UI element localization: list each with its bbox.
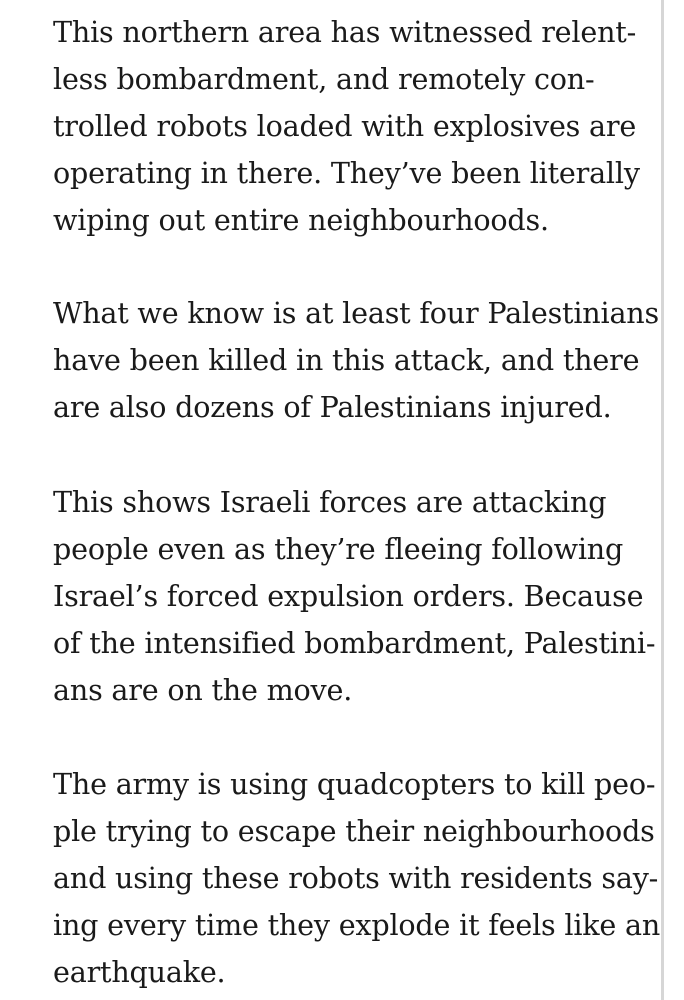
article-paragraph [53,290,659,431]
text-line: What we know is at least four Palestinians [53,296,659,330]
article-paragraph [53,9,640,244]
text-line: The army is using quadcopters to kill peo- [53,767,656,801]
page-border-rule [661,0,664,1000]
text-line: and using these robots with residents say- [53,861,659,895]
text-line: people even as they’re fleeing following [53,532,624,566]
text-line: operating in there. They’ve been literally [53,156,640,190]
text-line: ans are on the move. [53,673,353,707]
text-line: This northern area has witnessed relent- [53,15,637,49]
text-line: ing every time they explode it feels like an [53,908,661,942]
text-line: are also dozens of Palestinians injured. [53,390,612,424]
text-line: This shows Israeli forces are attacking [53,485,607,519]
text-line: have been killed in this attack, and there [53,343,640,377]
text-line: ple trying to escape their neighbourhoods [53,814,655,848]
text-line: trolled robots loaded with explosives are [53,109,637,143]
text-line: wiping out entire neighbourhoods. [53,203,549,237]
text-line: less bombardment, and remotely con- [53,62,595,96]
text-line: earthquake. [53,955,226,989]
text-line: Israel’s forced expulsion orders. Because [53,579,644,613]
article-paragraph [53,479,655,714]
text-line: of the intensified bombardment, Palestini- [53,626,656,660]
article-paragraph [53,761,660,996]
